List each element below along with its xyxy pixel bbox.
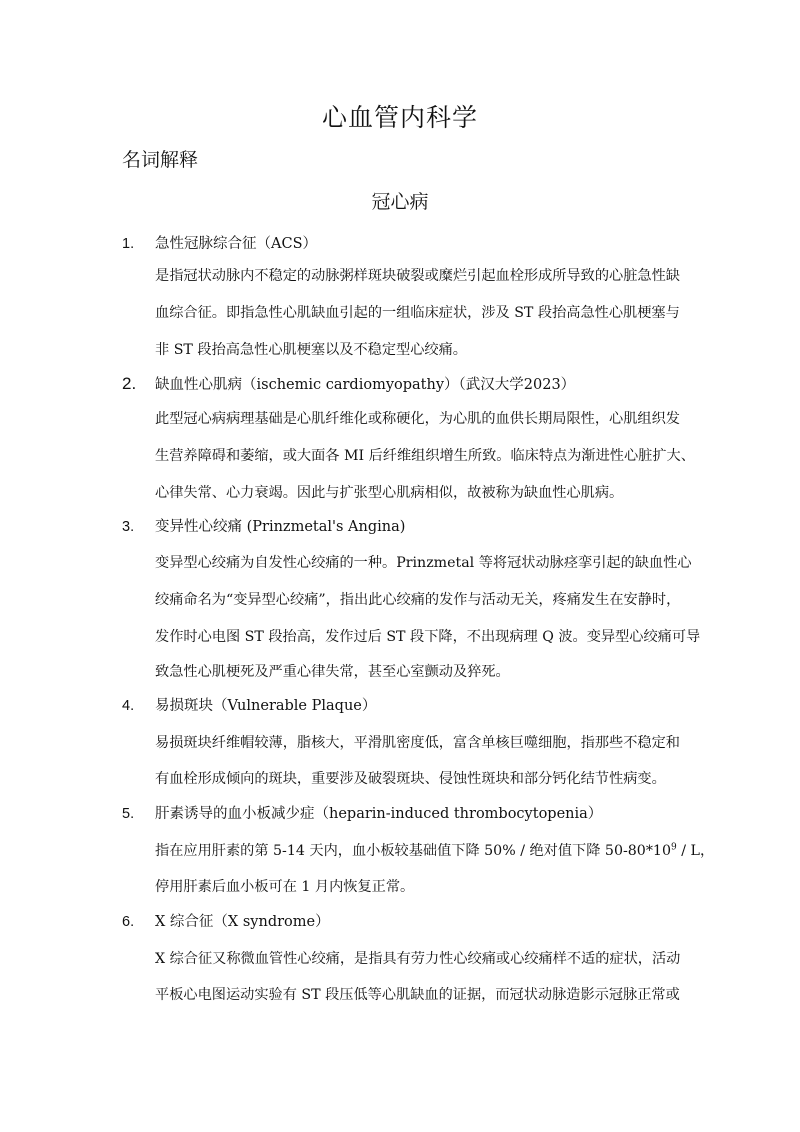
entry-heading [122,695,376,717]
entry-term: X 综合征（X syndrome） [155,914,330,930]
entry-term: 易损斑块（Vulnerable Plaque） [155,698,377,714]
entry-term: 急性冠脉综合征（ACS） [155,236,317,252]
entry-body-line: 绞痛命名为“变异型心绞痛”，指出此心绞痛的发作与活动无关，疼痛发生在安静时， [155,592,681,608]
subsection-heading: 冠心病 [371,191,429,213]
entry-heading [122,233,317,255]
entry-body-line: 发作时心电图 ST 段抬高，发作过后 ST 段下降，不出现病理 Q 波。变异型心绞痛可导 [155,629,701,645]
entry-body-line: 是指冠状动脉内不稳定的动脉粥样斑块破裂或糜烂引起血栓形成所导致的心脏急性缺 [155,268,680,284]
entry-body-line: 生营养障碍和萎缩，或大面各 MI 后纤维组织增生所致。临床特点为渐进性心脏扩大、 [155,448,695,464]
entry-number: 2. [122,374,137,393]
entry-body-line: 有血栓形成倾向的斑块，重要涉及破裂斑块、侵蚀性斑块和部分钙化结节性病变。 [155,771,666,787]
entry-body-line: 血综合征。即指急性心肌缺血引起的一组临床症状，涉及 ST 段抬高急性心肌梗塞与 [155,305,680,321]
entry-term: 缺血性心肌病（ischemic cardiomyopathy）（武汉大学2023） [155,377,576,393]
entry-body-line: 非 ST 段抬高急性心肌梗塞以及不稳定型心绞痛。 [155,342,467,358]
entry-number: 3. [122,519,135,535]
entry-heading [122,373,575,396]
entry-body-line: 此型冠心病病理基础是心肌纤维化或称硬化，为心肌的血供长期局限性，心肌组织发 [155,411,680,427]
entry-body-line: 致急性心肌梗死及严重心律失常，甚至心室颤动及猝死。 [155,664,510,680]
entry-number: 5. [122,806,135,822]
entry-number: 6. [122,914,135,930]
entry-body-text: / L， [676,843,715,859]
page-title: 心血管内科学 [321,103,478,132]
entry-number: 1. [122,236,135,252]
entry-term: 变异性心绞痛 (Prinzmetal's Angina) [155,519,406,535]
entry-heading [122,911,330,933]
entry-body-line: 变异型心绞痛为自发性心绞痛的一种。Prinzmetal 等将冠状动脉痉挛引起的缺血性心 [155,555,692,571]
entry-body-line: 平板心电图运动实验有 ST 段压低等心肌缺血的证据，而冠状动脉造影示冠脉正常或 [155,987,680,1003]
entry-body-line: 停用肝素后血小板可在 1 月内恢复正常。 [155,879,415,895]
entry-body-text: 指在应用肝素的第 5-14 天内，血小板较基础值下降 50% / 绝对值下降 50-80*10 [155,843,671,859]
entry-heading [122,803,602,825]
section-heading: 名词解释 [122,149,199,171]
entry-body-line: X 综合征又称微血管性心绞痛，是指具有劳力性心绞痛或心绞痛样不适的症状，活动 [155,951,681,967]
entry-heading [122,516,405,538]
superscript-exponent: 9 [670,842,677,853]
entry-term: 肝素诱导的血小板减少症（heparin-induced thrombocytopenia） [155,806,603,822]
entry-body-line: 易损斑块纤维帽较薄，脂核大，平滑肌密度低，富含单核巨噬细胞，指那些不稳定和 [155,735,680,751]
entry-body-line: 心律失常、心力衰竭。因此与扩张型心肌病相似，故被称为缺血性心肌病。 [155,485,624,501]
entry-body-line [155,840,714,862]
entry-number: 4. [122,698,135,714]
